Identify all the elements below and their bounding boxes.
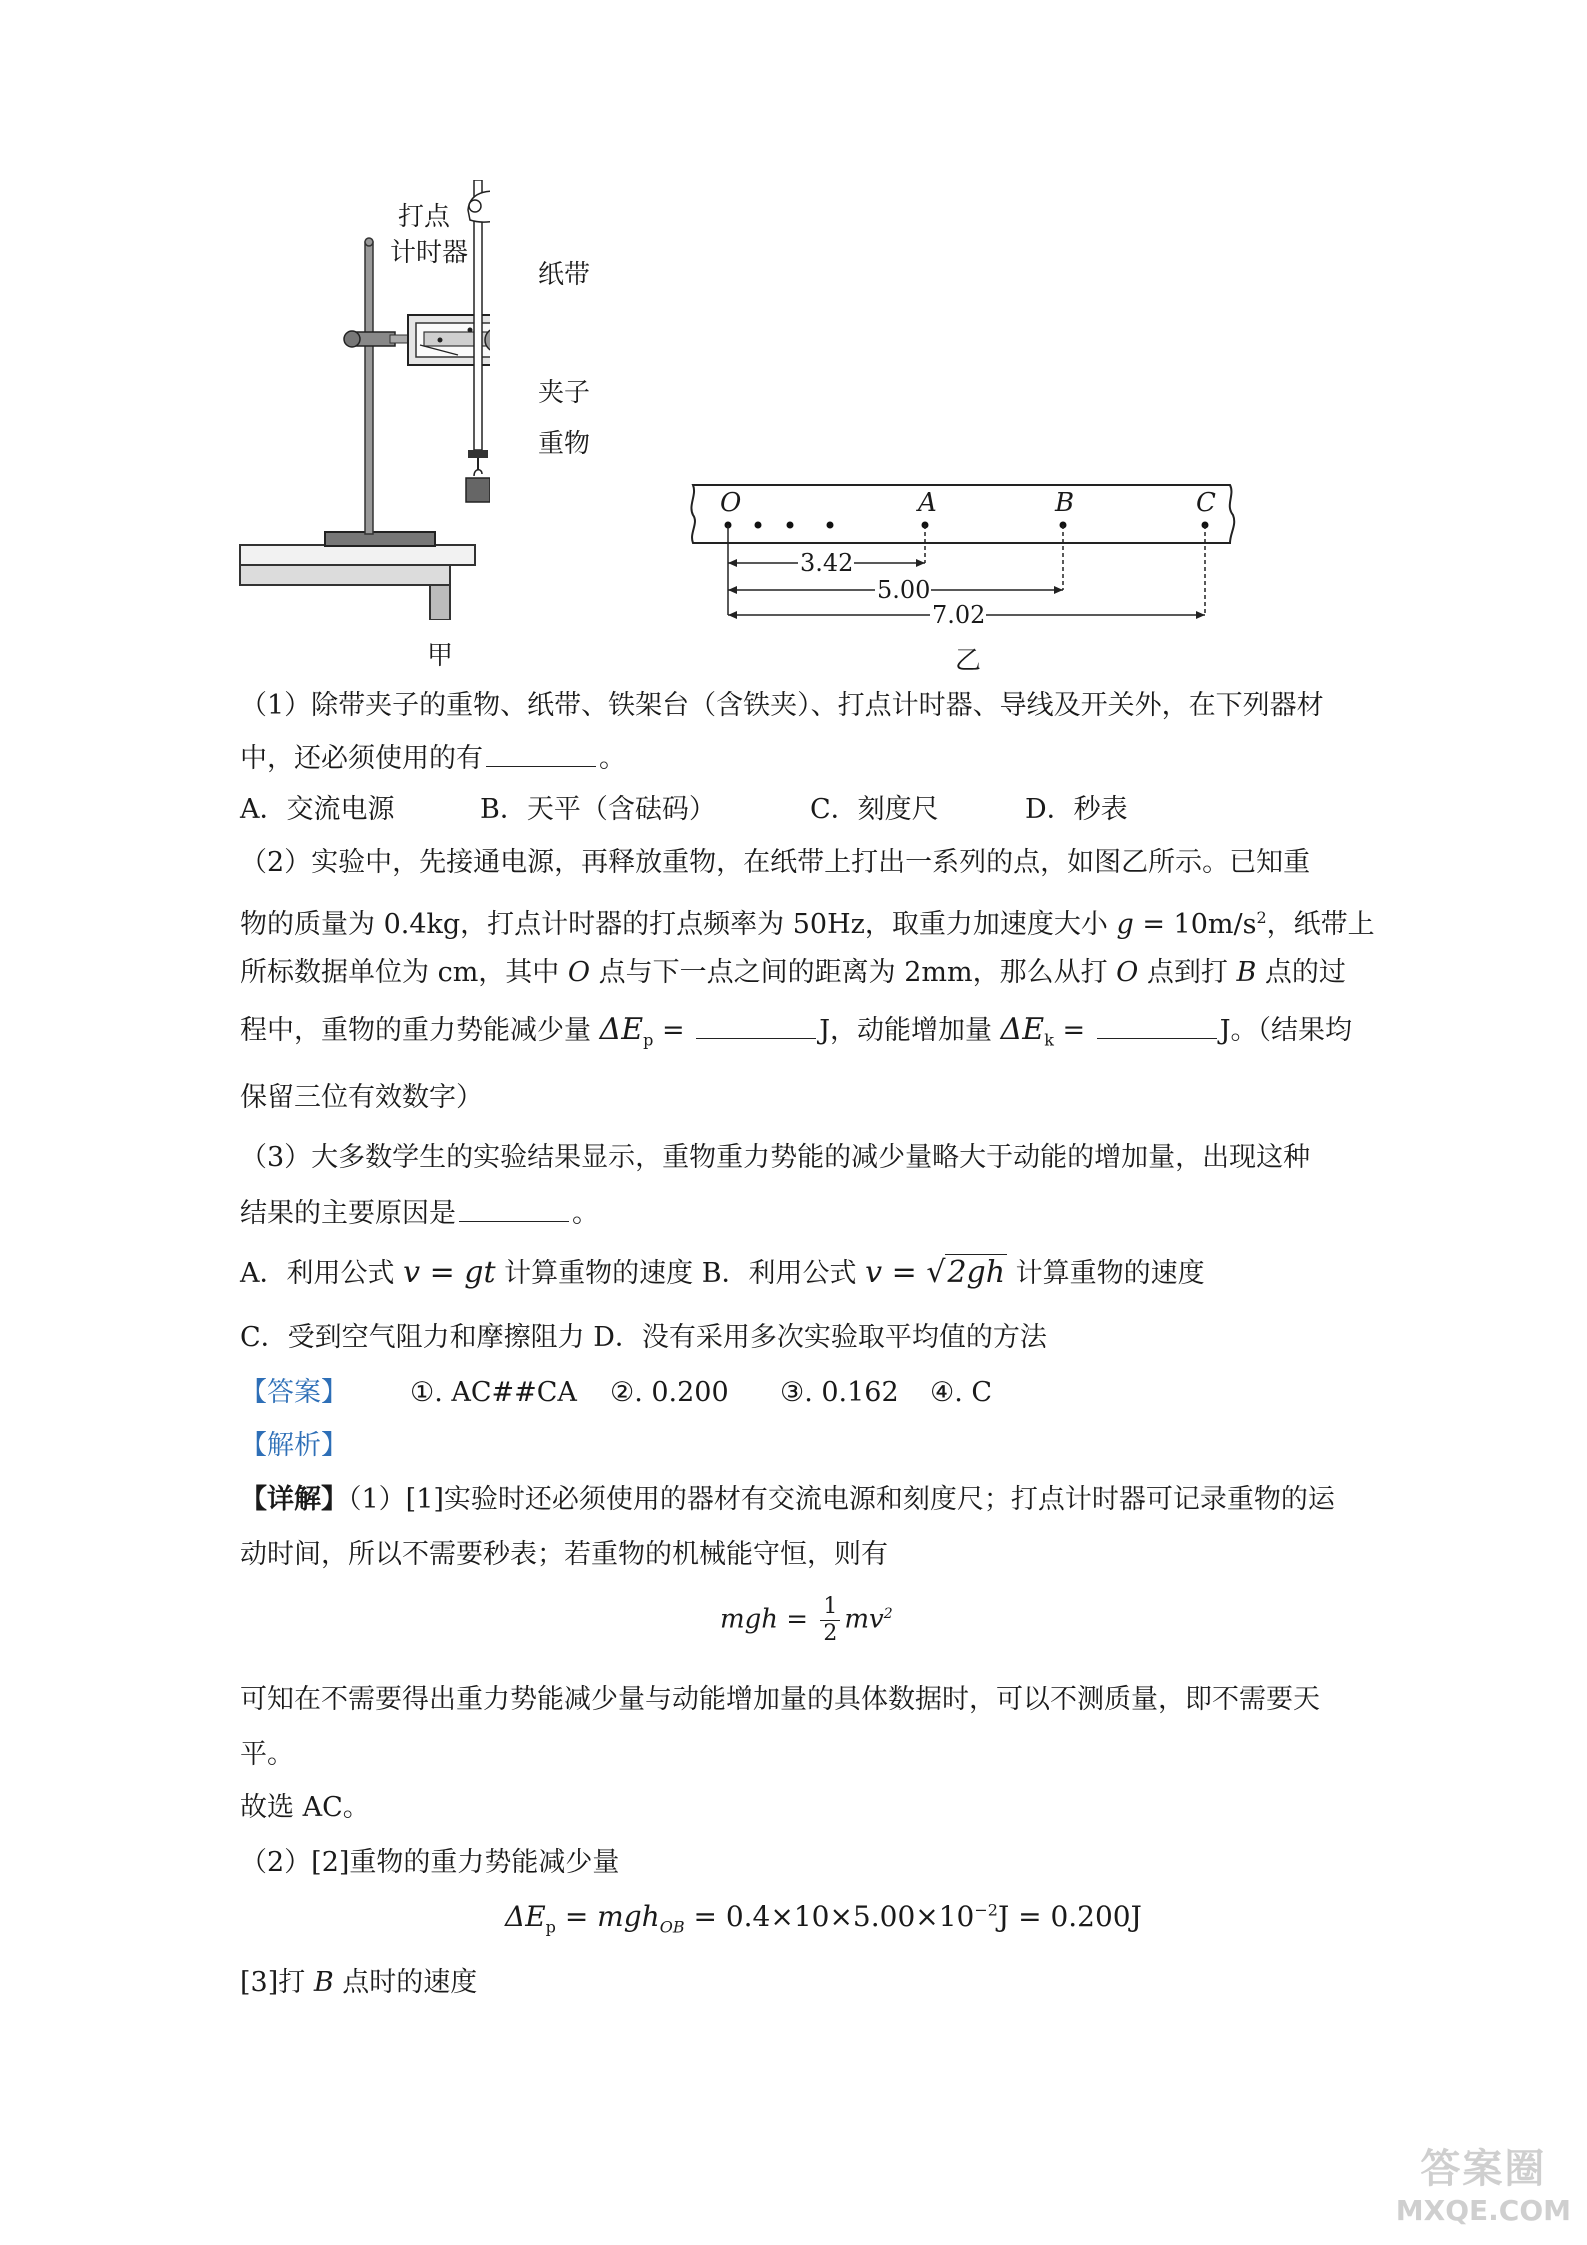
- q1-blank: [486, 740, 596, 767]
- q2-line-5: 保留三位有效数字）: [240, 1082, 483, 1113]
- formula-ep-calc: = 0.4×10×5.00×10: [684, 1900, 975, 1933]
- q3-end: 。: [572, 1198, 599, 1229]
- q2-l3-O2: O: [1116, 957, 1139, 988]
- q3-formula-vgt: v = gt: [403, 1255, 496, 1290]
- watermark-text: 答案圈: [1420, 2146, 1547, 2192]
- q3-line-2: [240, 1195, 599, 1232]
- tape-clip: [468, 450, 488, 458]
- q2-l2-text: 物的质量为 0.4kg，打点计时器的打点频率为 50Hz，取重力加速度大小: [240, 909, 1117, 940]
- answer-1: ①. AC##CA: [410, 1377, 577, 1408]
- q3-line-1: （3）大多数学生的实验结果显示，重物重力势能的减少量略大于动能的增加量，出现这种: [240, 1142, 1311, 1173]
- analysis-label: 【解析】: [240, 1430, 348, 1461]
- q2-delta-ek: ΔE: [1000, 1012, 1045, 1047]
- detail-text-1: （1）[1]实验时还必须使用的器材有交流电源和刻度尺；打点计时器可记录重物的运: [348, 1484, 1335, 1515]
- q2-eq-2: =: [1053, 1015, 1094, 1046]
- frac-den: 2: [823, 1621, 838, 1646]
- q1-option-b: B．天平（含砝码）: [480, 794, 716, 825]
- answer-label: 【答案】: [240, 1377, 348, 1408]
- table-top: [240, 545, 475, 565]
- q2-g-symbol: g: [1116, 909, 1134, 940]
- q3-sqrt-sign: √: [926, 1255, 946, 1290]
- q1-option-c: C．刻度尺: [810, 794, 939, 825]
- q2-blank-ep: [696, 1012, 816, 1039]
- q3-formula-v: v =: [865, 1255, 927, 1290]
- q1-end: 。: [599, 743, 626, 774]
- answer-4: ④. C: [930, 1377, 993, 1408]
- formula-mv: mv: [844, 1604, 884, 1635]
- detail-7-a: [3]打: [240, 1967, 314, 1998]
- q2-l3-c: 点到打: [1138, 957, 1237, 988]
- q2-l3-O: O: [567, 957, 591, 988]
- q3-option-a: A．利用公式: [240, 1258, 395, 1289]
- detail-line-1: [240, 1482, 1335, 1518]
- formula-mv-sup: 2: [883, 1605, 893, 1622]
- label-timer-2: 计时器: [390, 238, 469, 268]
- detail-label: 【详解】: [240, 1484, 348, 1515]
- formula-ep-exp: −2: [974, 1900, 998, 1920]
- q1-option-d: D．秒表: [1025, 794, 1128, 825]
- q2-sub-k: k: [1044, 1030, 1054, 1050]
- q2-l2-value: = 10m/s: [1133, 909, 1257, 940]
- q2-sub-p: p: [643, 1030, 654, 1050]
- tape-point-C: C: [1196, 488, 1216, 518]
- formula-mgh-left: mgh =: [720, 1604, 817, 1635]
- formula-ep: [505, 1900, 1142, 1937]
- q3-option-b-end: 计算重物的速度: [1015, 1258, 1205, 1289]
- table-leg: [430, 585, 450, 620]
- tape-point-O: O: [720, 488, 742, 518]
- q3-option-b: 计算重物的速度 B．利用公式: [504, 1258, 857, 1289]
- formula-ep-sub: p: [545, 1917, 556, 1937]
- label-weight: 重物: [538, 429, 591, 459]
- label-tape: 纸带: [538, 260, 591, 290]
- detail-7-B: B: [313, 1967, 334, 1998]
- q2-l3-B: B: [1236, 957, 1257, 988]
- q1-line-1: （1）除带夹子的重物、纸带、铁架台（含铁夹）、打点计时器、导线及开关外，在下列器材: [240, 690, 1324, 721]
- stand-clamp: [355, 332, 395, 346]
- dot-2: [787, 522, 794, 529]
- table-edge: [240, 565, 450, 585]
- q2-l2-end: ，纸带上: [1266, 909, 1375, 940]
- dot-1: [755, 522, 762, 529]
- q3-stem: 结果的主要原因是: [240, 1198, 456, 1229]
- q2-l4-b: J，动能增加量: [819, 1015, 1001, 1046]
- q2-blank-ek: [1097, 1012, 1217, 1039]
- q3-options-ab: [240, 1255, 1205, 1292]
- tape-point-B: B: [1055, 488, 1075, 518]
- stand-pole: [365, 242, 373, 534]
- tape-outline: [691, 485, 1234, 543]
- q2-l4-a: 程中，重物的重力势能减少量: [240, 1015, 600, 1046]
- answer-3: ③. 0.162: [780, 1377, 899, 1408]
- detail-line-6: （2）[2]重物的重力势能减少量: [240, 1847, 620, 1878]
- frac-num: 1: [820, 1594, 840, 1621]
- tape-dist-C: 7.02: [932, 601, 986, 629]
- q2-l2-sup: 2: [1256, 908, 1267, 927]
- tape-dist-B: 5.00: [877, 576, 931, 604]
- formula-mgh: [720, 1594, 893, 1647]
- q2-l3-d: 点的过: [1256, 957, 1346, 988]
- q2-l3-a: 所标数据单位为 cm，其中: [240, 957, 568, 988]
- answer-2: ②. 0.200: [610, 1377, 729, 1408]
- formula-ep-ob: OB: [659, 1917, 685, 1937]
- detail-7-b: 点时的速度: [333, 1967, 478, 1998]
- q1-stem: 中，还必须使用的有: [240, 743, 483, 774]
- tape-dist-A: 3.42: [800, 549, 854, 577]
- q2-line-2: [240, 900, 1375, 943]
- formula-half: [820, 1594, 840, 1647]
- watermark: [1396, 2137, 1571, 2227]
- q2-line-1: （2）实验中，先接通电源，再释放重物，在纸带上打出一系列的点，如图乙所示。已知重: [240, 847, 1311, 878]
- watermark-url: MXQE.COM: [1395, 2194, 1571, 2227]
- detail-line-7: [240, 1965, 477, 2001]
- formula-ep-mgh: = mgh: [555, 1900, 660, 1933]
- stand-base: [325, 532, 435, 546]
- q2-line-3: [240, 955, 1346, 991]
- label-timer: 打点: [398, 202, 451, 232]
- label-clip: 夹子: [538, 378, 591, 408]
- q1-line-2: [240, 740, 626, 777]
- formula-ep-delta: ΔE: [505, 1900, 546, 1933]
- formula-ep-result: J = 0.200J: [997, 1900, 1142, 1933]
- q3-formula-2gh: 2gh: [947, 1255, 1006, 1290]
- weight-block: [466, 478, 490, 502]
- detail-line-5: 故选 AC。: [240, 1792, 370, 1823]
- detail-line-4: 平。: [240, 1739, 294, 1770]
- q2-eq-1: =: [653, 1015, 694, 1046]
- q2-delta-ep: ΔE: [599, 1012, 644, 1047]
- q2-line-4: [240, 1012, 1352, 1058]
- answer-row: [240, 1375, 993, 1411]
- q3-options-cd: C．受到空气阻力和摩擦阻力 D．没有采用多次实验取平均值的方法: [240, 1322, 1047, 1353]
- tape-point-A: A: [918, 488, 937, 518]
- q2-l4-c: J。（结果均: [1219, 1015, 1353, 1046]
- caption-jia: 甲: [427, 641, 454, 671]
- q2-l3-b: 点与下一点之间的距离为 2mm，那么从打: [590, 957, 1117, 988]
- q3-blank: [459, 1195, 569, 1222]
- q1-option-a: A．交流电源: [240, 794, 395, 825]
- dot-3: [827, 522, 834, 529]
- caption-yi: 乙: [955, 646, 982, 676]
- detail-line-2: 动时间，所以不需要秒表；若重物的机械能守恒，则有: [240, 1539, 888, 1570]
- detail-line-3: 可知在不需要得出重力势能减少量与动能增加量的具体数据时，可以不测质量，即不需要天: [240, 1684, 1320, 1715]
